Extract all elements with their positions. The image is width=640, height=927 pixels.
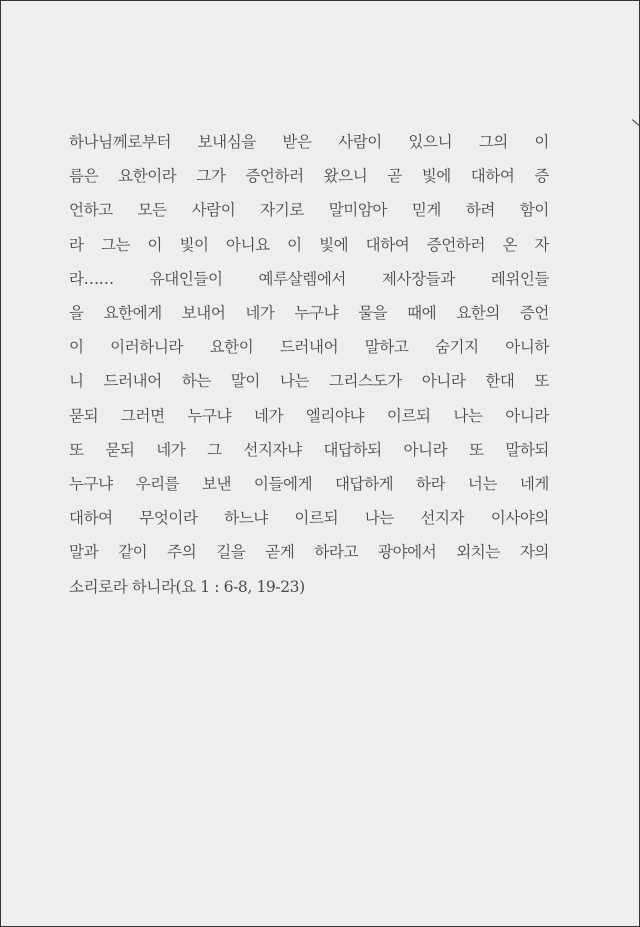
page-corner-mark	[632, 117, 640, 131]
passage-line: 라…… 유대인들이 예루살렘에서 제사장들과 레위인들	[69, 269, 549, 288]
passage-line: 라 그는 이 빛이 아니요 이 빛에 대하여 증언하러 온 자	[69, 235, 549, 254]
passage-line: 언하고 모든 사람이 자기로 말미암아 믿게 하려 함이	[69, 201, 549, 220]
passage-line: 대하여 무엇이라 하느냐 이르되 나는 선지자 이사야의	[69, 509, 549, 528]
passage-line: 하나님께로부터 보내심을 받은 사람이 있으니 그의 이	[69, 133, 549, 151]
scripture-passage	[69, 125, 549, 604]
passage-line: 름은 요한이라 그가 증언하러 왔으니 곧 빛에 대하여 증	[69, 167, 549, 186]
passage-line-citation: 소리로라 하니라(요 1 : 6-8, 19-23)	[69, 577, 305, 596]
passage-line: 이 이러하니라 요한이 드러내어 말하고 숨기지 아니하	[69, 338, 549, 357]
passage-line: 누구냐 우리를 보낸 이들에게 대답하게 하라 너는 네게	[69, 475, 549, 494]
passage-line: 묻되 그러면 누구냐 네가 엘리야냐 이르되 나는 아니라	[69, 406, 549, 425]
passage-line: 을 요한에게 보내어 네가 누구냐 물을 때에 요한의 증언	[69, 304, 549, 323]
passage-line: 니 드러내어 하는 말이 나는 그리스도가 아니라 한대 또	[69, 372, 549, 391]
passage-line: 또 묻되 네가 그 선지자냐 대답하되 아니라 또 말하되	[69, 440, 549, 459]
passage-line: 말과 같이 주의 길을 곧게 하라고 광야에서 외치는 자의	[69, 543, 549, 562]
